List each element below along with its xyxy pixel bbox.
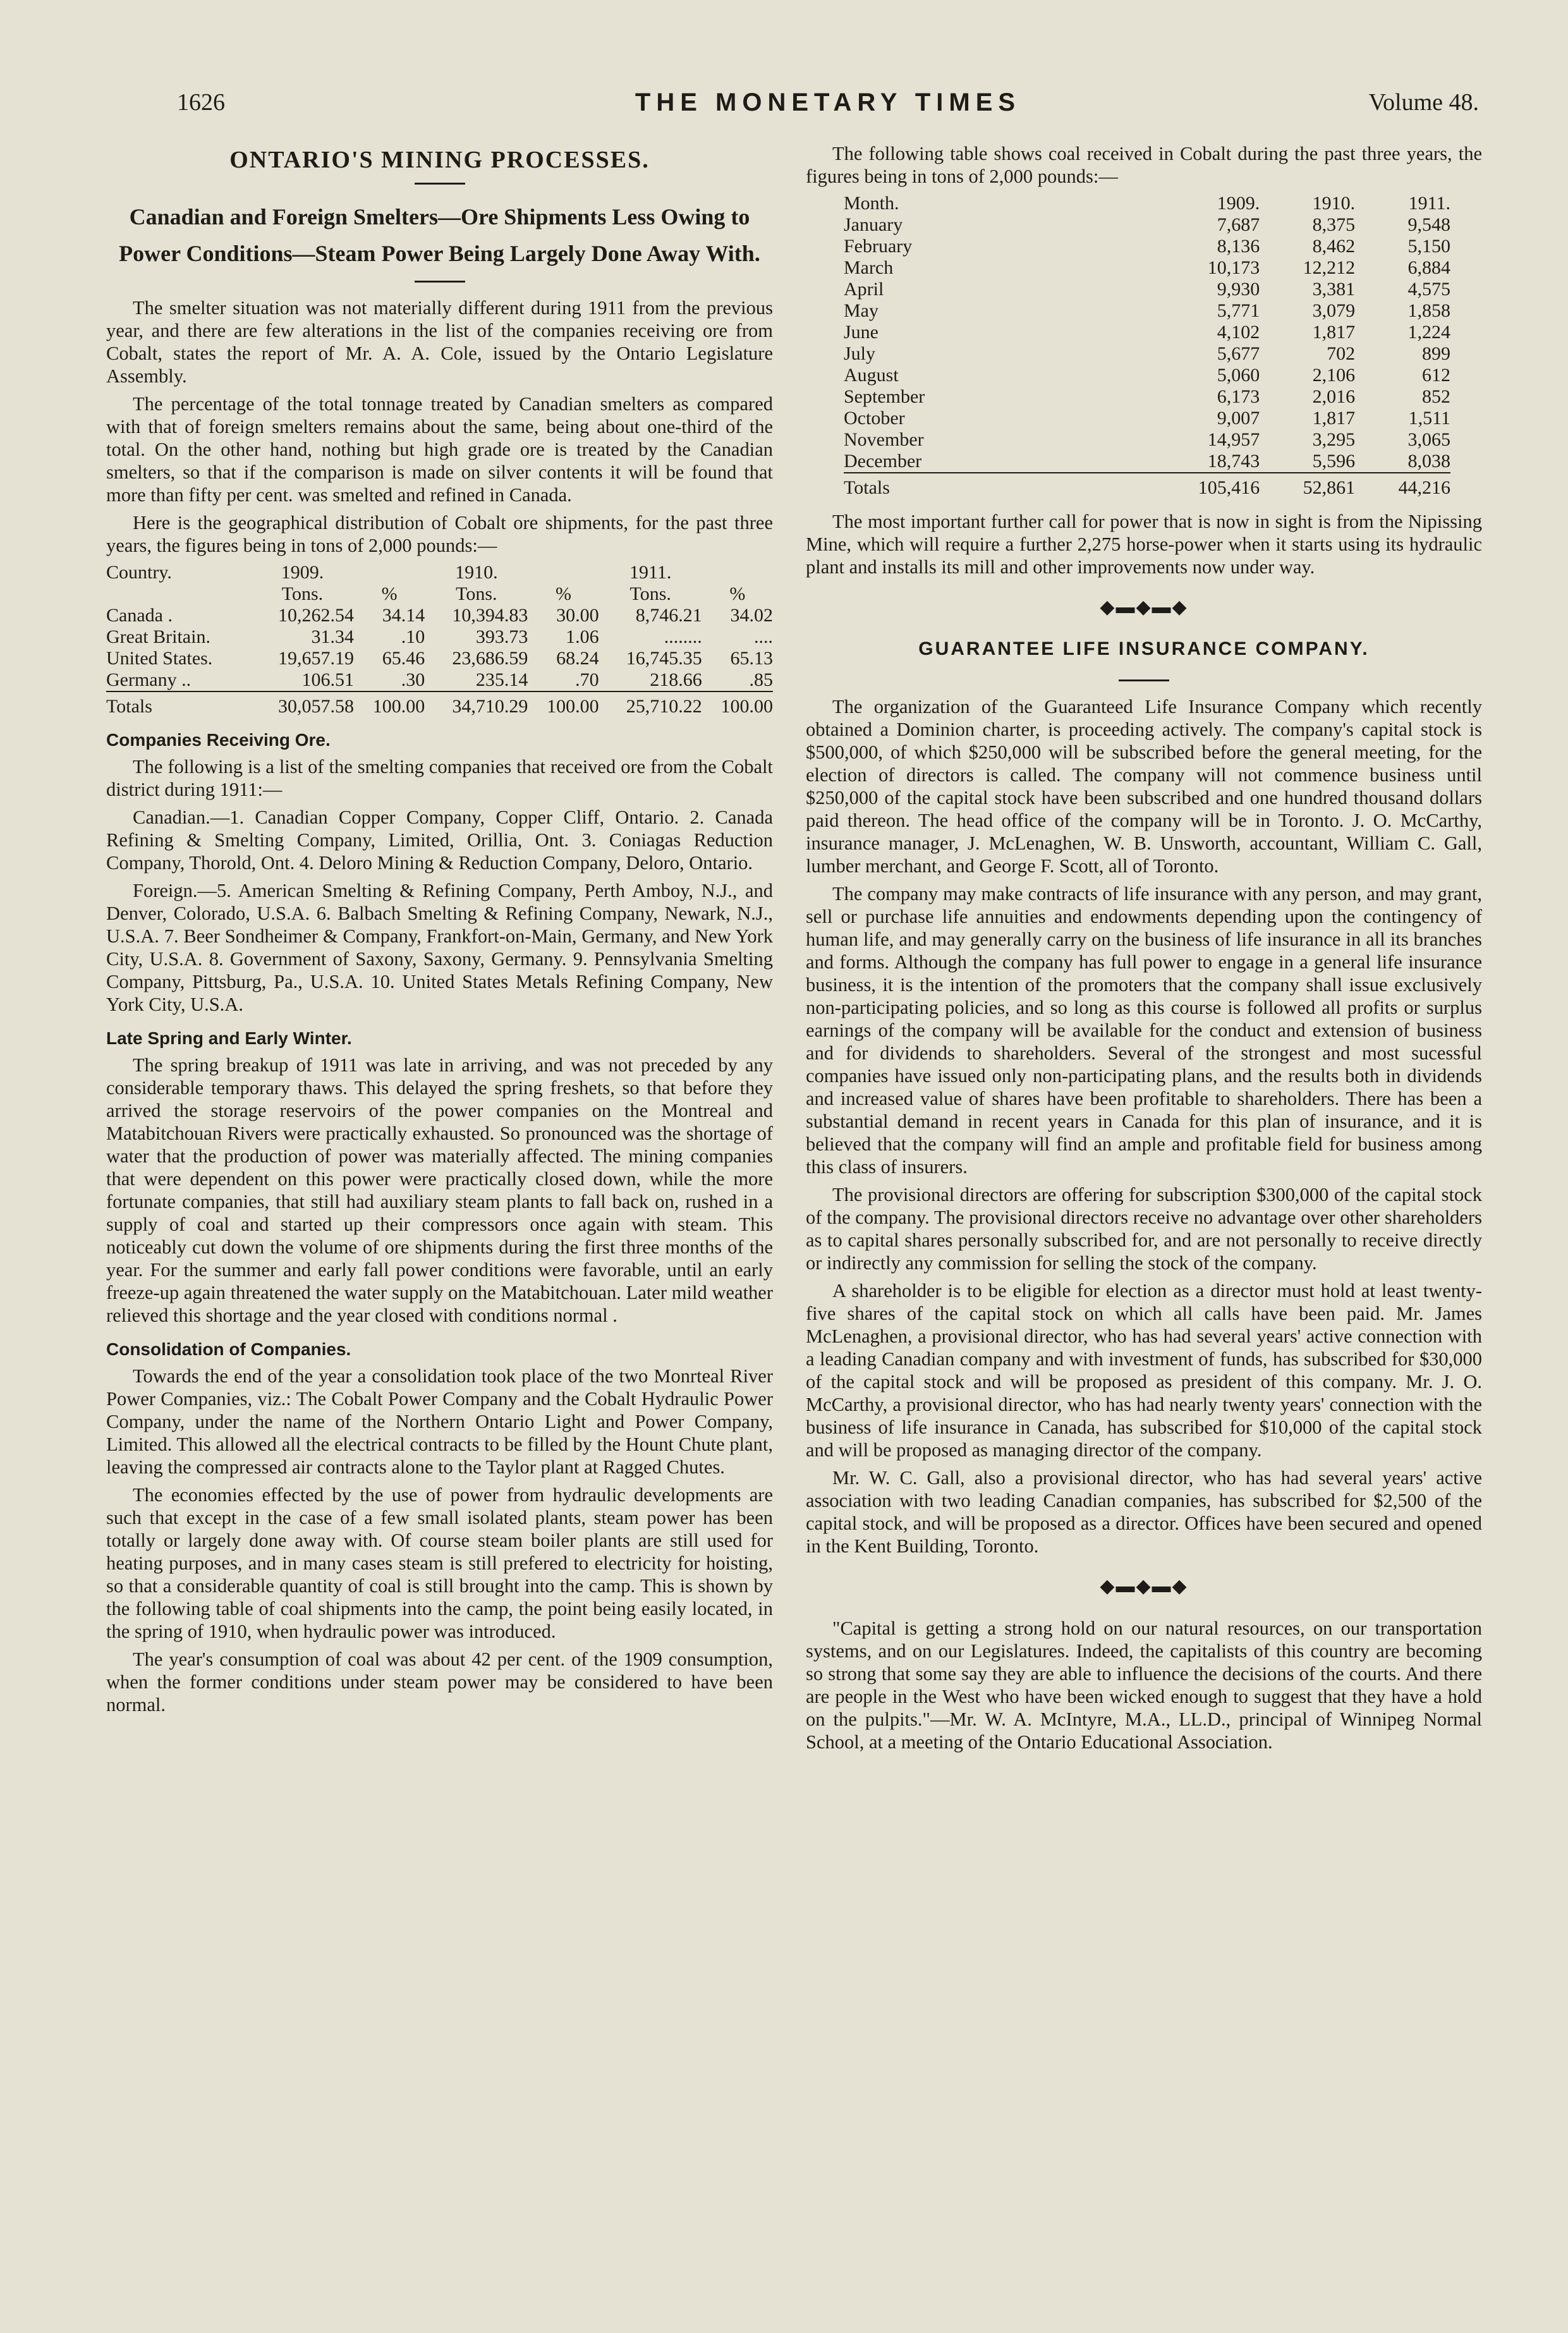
table-cell: 1,224	[1407, 322, 1450, 343]
paragraph: The following table shows coal received in Cobalt during the past three years, the figures being in tons of 2,000 pounds:—	[806, 143, 1482, 187]
table-cell: 702	[1327, 343, 1356, 364]
table-cell: 23,686.59	[452, 648, 528, 669]
table-cell: 10,173	[1207, 257, 1260, 278]
title-rule	[1119, 679, 1169, 681]
table-cell: 6,173	[1217, 386, 1260, 407]
table-cell: August	[844, 365, 899, 386]
column-header: 1911.	[629, 562, 672, 583]
column-subheader: %	[556, 583, 571, 604]
table-cell: 105,416	[1147, 473, 1260, 499]
table-cell: 7,687	[1217, 214, 1260, 235]
table-cell: 8,038	[1407, 451, 1450, 472]
table-cell: 1,817	[1312, 408, 1356, 429]
table-header-row	[106, 562, 773, 583]
table-row	[844, 386, 1450, 408]
table-cell: 3,295	[1312, 429, 1356, 450]
table-row	[844, 343, 1450, 365]
table-cell: Canada .	[106, 605, 173, 626]
table-cell: .70	[575, 669, 599, 690]
table-cell: ....	[754, 626, 773, 647]
table-cell: 18,743	[1207, 451, 1260, 472]
quote-paragraph: "Capital is getting a strong hold on our natural resources, on our transportation systems, and on our Legislatures. Indeed, the capitalists of this country are becoming so strong that some say they are able to influence the decisions of the courts. And there are people in the West who have been wicked enough to suggest that they have a hold on the pulpits."—Mr. W. A. McIntyre, M.A., LL.D., principal of Winnipeg Normal School, at a meeting of the Ontario Educational Association.	[806, 1617, 1482, 1753]
table-cell: 34.14	[382, 605, 425, 626]
table-cell: 8,375	[1312, 214, 1356, 235]
table-cell: 9,007	[1217, 408, 1260, 429]
table-row	[844, 322, 1450, 343]
table-cell: 3,065	[1407, 429, 1450, 450]
table-cell: 5,771	[1217, 300, 1260, 321]
table-header-row	[844, 193, 1450, 214]
left-column	[106, 142, 773, 1721]
subtitle-rule	[415, 281, 465, 283]
table-cell: .85	[749, 669, 773, 690]
section-heading: Consolidation of Companies.	[106, 1339, 351, 1359]
paragraph: The year's consumption of coal was about 42 per cent. of the 1909 consumption, when the former conditions under steam power may be considered to have been normal.	[106, 1648, 773, 1715]
table-cell: October	[844, 408, 905, 429]
table-cell: June	[844, 322, 878, 343]
table-cell: 393.73	[475, 626, 528, 647]
table-row	[106, 669, 773, 691]
paragraph: Mr. W. C. Gall, also a provisional director, who has had several years' active association with two leading Canadian companies, has subscribed for $2,500 of the capital stock, and will be proposed as a director. Offices have been secured and opened in the Kent Building, Toronto.	[806, 1467, 1482, 1557]
paragraph: The organization of the Guaranteed Life Insurance Company which recently obtained a Dominion charter, is proceeding actively. The company's capital stock is $500,000, of which $250,000 will be subscribed before the general meeting, for the election of directors is called. The company will not commence business until $250,000 of the capital stock have been subscribed and one hundred thousand dollars paid thereon. The head office of the company will be in Toronto. J. O. McCarthy, insurance manager, J. McLenaghen, W. B. Unsworth, accountant, William C. Gall, lumber merchant, and George F. Scott, all of Toronto.	[806, 696, 1482, 877]
table-cell: 1,858	[1407, 300, 1450, 321]
table-cell: Totals	[106, 691, 251, 717]
table-cell: 10,394.83	[452, 605, 528, 626]
table-cell: 9,548	[1407, 214, 1450, 235]
table-cell: 65.46	[382, 648, 425, 669]
table-cell: 4,575	[1407, 279, 1450, 300]
masthead: THE MONETARY TIMES	[635, 88, 1021, 116]
table-cell: Great Britain.	[106, 626, 210, 647]
table-cell: 65.13	[730, 648, 773, 669]
table-cell: 5,596	[1312, 451, 1356, 472]
ornament-divider: ◆▬◆▬◆	[1100, 597, 1188, 618]
table-cell: 1.06	[566, 626, 599, 647]
table-cell: Totals	[844, 473, 1147, 499]
table-cell: 5,060	[1217, 365, 1260, 386]
table-cell: February	[844, 236, 913, 257]
paragraph: The provisional directors are offering for subscription $300,000 of the capital stock of the company. The provisional directors receive no advantage over other shareholders as to capital shares personally subscribed for, and are not personally to receive directly or indirectly any commission for selling the stock of the company.	[806, 1184, 1482, 1274]
table-row	[844, 236, 1450, 257]
column-subheader: %	[729, 583, 746, 604]
table-row	[844, 300, 1450, 322]
table-cell: 8,746.21	[635, 605, 702, 626]
table-row	[844, 365, 1450, 386]
section-heading: Late Spring and Early Winter.	[106, 1028, 352, 1048]
table-cell: 2,106	[1312, 365, 1356, 386]
column-header: Country.	[106, 562, 172, 583]
column-subheader: Tons.	[456, 583, 497, 604]
table-cell: 612	[1422, 365, 1450, 386]
table-cell: 30.00	[556, 605, 599, 626]
article-subtitle: Canadian and Foreign Smelters—Ore Shipments Less Owing to Power Conditions—Steam Power Being Largely Done Away With.	[119, 204, 760, 266]
paragraph: Towards the end of the year a consolidation took place of the two Monrteal River Power Companies, viz.: The Cobalt Power Company and the Cobalt Hydraulic Power Company, under the name of the Northern Ontario Light and Power Company, Limited. This allowed all the electrical contracts to be filled by the Hount Chute plant, leaving the compressed air contracts alone to the Taylor plant at Ragged Chutes.	[106, 1365, 773, 1478]
paragraph: Foreign.—5. American Smelting & Refining Company, Perth Amboy, N.J., and Denver, Colorado, U.S.A. 6. Balbach Smelting & Refining Company, Newark, N.J., U.S.A. 7. Beer Sondheimer & Company, Frankfort-on-Main, Germany, and New York City, U.S.A. 8. Government of Saxony, Saxony, Germany. 9. Pennsylvania Smelting Company, Pittsburg, Pa., U.S.A. 10. United States Metals Refining Company, New York City, U.S.A.	[106, 880, 773, 1015]
table-cell: 8,462	[1312, 236, 1356, 257]
table-cell: 1,511	[1408, 408, 1450, 429]
table-cell: 9,930	[1217, 279, 1260, 300]
column-header: 1909.	[281, 562, 324, 583]
table-cell: 3,381	[1312, 279, 1356, 300]
column-subheader: Tons.	[281, 583, 324, 604]
right-column	[806, 142, 1482, 1758]
article-title: GUARANTEE LIFE INSURANCE COMPANY.	[918, 638, 1370, 659]
table-cell: May	[844, 300, 878, 321]
table-cell: November	[844, 429, 924, 450]
paragraph: The smelter situation was not materially different during 1911 from the previous year, and there are few alterations in the list of the companies receiving ore from Cobalt, states the report of Mr. A. A. Cole, issued by the Ontario Legislature Assembly.	[106, 297, 773, 387]
paragraph: The spring breakup of 1911 was late in arriving, and was not preceded by any considerable temporary thaws. This delayed the spring freshets, so that before they arrived the storage reservoirs of the power companies on the Montreal and Matabitchouan Rivers were practically exhausted. So pronounced was the shortage of water that the production of power was materially affected. The mining companies that were dependent on this power were practically closed down, while the more fortunate companies, that still had auxiliary steam plants to fall back on, rushed in a supply of coal and started up their compressors once again with steam. This noticeably cut down the volume of ore shipments during the first three months of the year. For the summer and early fall power conditions were favorable, until an early freeze-up again threatened the water supply on the Matabitchouan. Later mild weather relieved this shortage and the year closed with conditions normal .	[106, 1054, 773, 1326]
table-row	[106, 626, 773, 648]
paragraph: The company may make contracts of life insurance with any person, and may grant, sell or purchase life annuities and endowments depending upon the contingency of human life, and may generally carry on the business of life insurance in all its branches and forms. Although the company has full power to engage in a general life insurance business, it is the intention of the promoters that the company shall issue exclusively non-participating policies, and so long as this course is followed all profits or surplus earnings of the company will be available for the conduct and extension of business and for dividends to shareholders. Several of the strongest and most sucessful companies have issued only non-participating plans, and the results both in dividends and increased value of shares have been profitable to shareholders. There has been a substantial demand in recent years in Canada for this plan of insurance, and it is believed that the company will find an ample and profitable field for business among this class of insurers.	[806, 883, 1482, 1178]
table-row	[106, 648, 773, 669]
table-row	[844, 257, 1450, 279]
page-number: 1626	[177, 89, 225, 116]
table-cell: United States.	[106, 648, 213, 669]
table-cell: April	[844, 279, 884, 300]
table-row	[106, 605, 773, 626]
coal-table-body	[844, 214, 1450, 473]
table-cell: 3,079	[1312, 300, 1356, 321]
table-cell: January	[844, 214, 903, 235]
table-total-row	[844, 473, 1450, 499]
column-subheader: Tons.	[629, 583, 671, 604]
table-cell: 4,102	[1217, 322, 1260, 343]
table-cell: 852	[1422, 386, 1450, 407]
table-cell: 8,136	[1217, 236, 1260, 257]
table-cell: 12,212	[1303, 257, 1356, 278]
coal-received-table	[844, 193, 1450, 499]
column-header: 1911.	[1408, 193, 1450, 214]
table-cell: 10,262.54	[278, 605, 355, 626]
column-header: 1910.	[1312, 193, 1356, 214]
table-cell: 16,745.35	[626, 648, 702, 669]
table-cell: 44,216	[1355, 473, 1450, 499]
table-cell: 34.02	[730, 605, 773, 626]
column-header: 1909.	[1217, 193, 1260, 214]
table-cell: 19,657.19	[278, 648, 355, 669]
column-header: 1910.	[455, 562, 498, 583]
table-cell: 25,710.22	[599, 691, 702, 717]
paragraph: Here is the geographical distribution of Cobalt ore shipments, for the past three years, the figures being in tons of 2,000 pounds:—	[106, 512, 773, 556]
table-cell: 68.24	[556, 648, 599, 669]
table-cell: 14,957	[1207, 429, 1260, 450]
table-cell: September	[844, 386, 925, 407]
table-cell: Germany ..	[106, 669, 191, 690]
paragraph: Canadian.—1. Canadian Copper Company, Copper Cliff, Ontario. 2. Canada Refining & Smelting Company, Limited, Orillia, Ont. 3. Coniagas Reduction Company, Thorold, Ont. 4. Deloro Mining & Reduction Company, Deloro, Ontario.	[106, 807, 773, 874]
title-rule	[415, 183, 465, 185]
table-cell: 31.34	[311, 626, 355, 647]
table-cell: 100.00	[528, 691, 599, 717]
volume-label: Volume 48.	[1368, 89, 1479, 116]
table-row	[844, 429, 1450, 451]
table-cell: December	[844, 451, 922, 472]
article-title: ONTARIO'S MINING PROCESSES.	[229, 147, 650, 173]
table-cell: 218.66	[650, 669, 702, 690]
table-cell: .30	[401, 669, 425, 690]
column-subheader: %	[381, 583, 398, 604]
table-cell: 52,861	[1260, 473, 1355, 499]
table-row	[844, 408, 1450, 429]
table-cell: July	[844, 343, 876, 364]
table-cell: ........	[664, 626, 702, 647]
table-cell: 2,016	[1312, 386, 1356, 407]
table-row	[844, 279, 1450, 300]
table-cell: 6,884	[1407, 257, 1450, 278]
table-cell: 106.51	[301, 669, 355, 690]
paragraph: The most important further call for power that is now in sight is from the Nipissing Mine, which will require a further 2,275 horse-power when it starts using its hydraulic plant and installs its mill and other improvements now under way.	[806, 511, 1482, 578]
table-cell: 100.00	[702, 691, 773, 717]
ornament-divider: ◆▬◆▬◆	[1100, 1576, 1188, 1597]
table-cell: 1,817	[1312, 322, 1356, 343]
table-row	[844, 214, 1450, 236]
table-cell: 5,150	[1407, 236, 1450, 257]
table-cell: .10	[401, 626, 425, 647]
table-cell: 34,710.29	[425, 691, 528, 717]
table-cell: 899	[1422, 343, 1450, 364]
table-cell: 30,057.58	[251, 691, 354, 717]
table-total-row	[106, 691, 773, 717]
table-subheader-row	[106, 583, 773, 605]
table-cell: March	[844, 257, 894, 278]
table-cell: 235.14	[475, 669, 528, 690]
table-cell: 100.00	[354, 691, 425, 717]
column-header: Month.	[844, 193, 899, 214]
paragraph: The economies effected by the use of power from hydraulic developments are such that except in the case of a few small isolated plants, steam power has been totally or largely done away with. Of course steam boiler plants are still used for heating purposes, and in many cases steam is still prefered to electricity for hoisting, so that a considerable quantity of coal is still brought into the camp. This is shown by the following table of coal shipments into the camp, the point being easily located, in the spring of 1910, when hydraulic power was introduced.	[106, 1484, 773, 1642]
paragraph: A shareholder is to be eligible for election as a director must hold at least twenty-five shares of the capital stock on which all calls have been paid. Mr. James McLenaghen, a provisional director, who has had several years' active connection with a leading Canadian company and with investment of funds, has subscribed for $30,000 of the capital stock and will be proposed as president of this company. Mr. J. O. McCarthy, a provisional director, who has had nearly twenty years' connection with the business of life insurance in Canada, has subscribed for $10,000 of the capital stock and will be proposed as managing director of the company.	[806, 1280, 1482, 1461]
paragraph: The percentage of the total tonnage treated by Canadian smelters as compared with that of foreign smelters remains about the same, being about one-third of the total. On the other hand, nothing but high grade ore is treated by the Canadian smelters, so that if the comparison is made on silver contents it will be found that more than fifty per cent. was smelted and refined in Canada.	[106, 393, 773, 506]
ore-shipments-table	[106, 562, 773, 717]
section-heading: Companies Receiving Ore.	[106, 730, 331, 750]
table-cell: 5,677	[1217, 343, 1260, 364]
table-row	[844, 451, 1450, 473]
paragraph: The following is a list of the smelting companies that received ore from the Cobalt district during 1911:—	[106, 756, 773, 800]
page-header	[177, 88, 1479, 126]
